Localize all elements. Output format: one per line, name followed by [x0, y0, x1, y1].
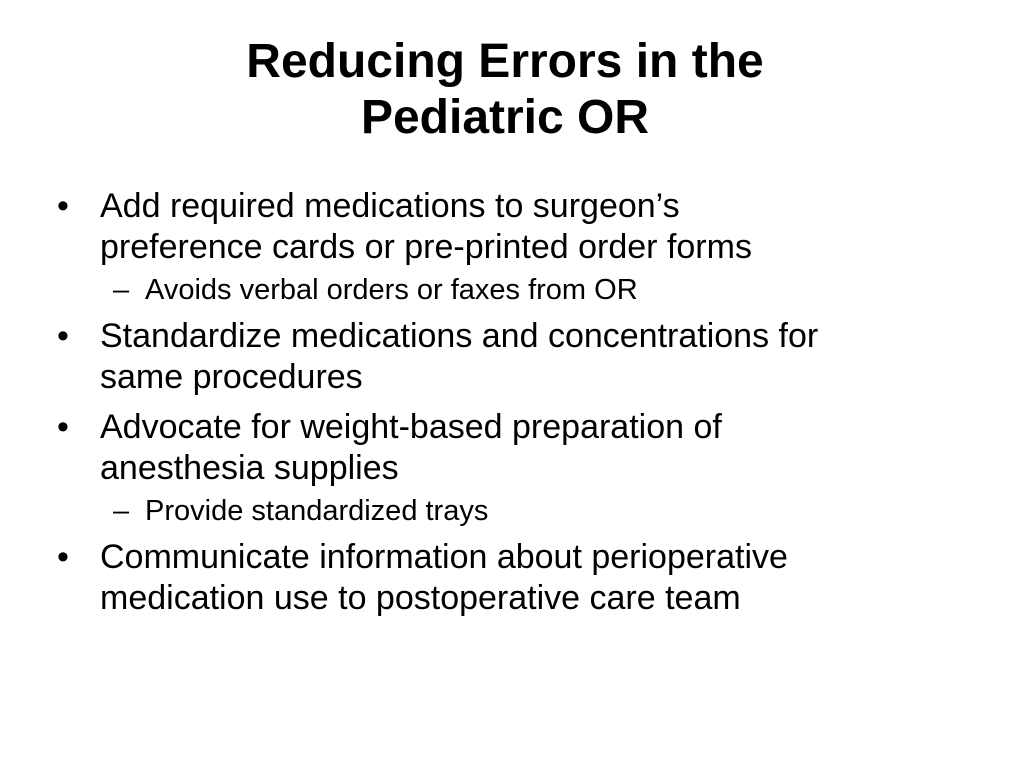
sub-bullet-text: Provide standardized trays: [145, 495, 489, 527]
bullet-text-line: Communicate information about perioperative: [100, 538, 788, 576]
sub-bullet-item-2: [57, 494, 997, 528]
bullet-text-line: Standardize medications and concentrations for: [100, 317, 819, 355]
bullet-item-4: [57, 537, 997, 619]
title-line-1: Reducing Errors in the: [246, 35, 764, 88]
bullet-text-line: anesthesia supplies: [100, 449, 399, 487]
bullet-text-line: preference cards or pre-printed order forms: [100, 228, 752, 266]
bullet-item-3: [57, 407, 997, 489]
dash-icon: –: [113, 274, 130, 306]
sub-bullet-item-1: [57, 273, 997, 307]
bullet-text-line: Advocate for weight-based preparation of: [100, 408, 722, 446]
bullet-icon: •: [57, 408, 69, 446]
bullet-icon: •: [57, 538, 69, 576]
bullet-list: [57, 186, 997, 628]
title-line-2: Pediatric OR: [360, 91, 650, 144]
bullet-item-1: [57, 186, 997, 268]
bullet-item-2: [57, 316, 997, 398]
bullet-icon: •: [57, 187, 69, 225]
sub-bullet-text: Avoids verbal orders or faxes from OR: [145, 274, 638, 306]
bullet-text-line: Add required medications to surgeon’s: [100, 187, 680, 225]
dash-icon: –: [113, 495, 130, 527]
bullet-text-line: same procedures: [100, 358, 363, 396]
bullet-text-line: medication use to postoperative care team: [100, 579, 741, 617]
slide-title: [0, 34, 1010, 146]
bullet-icon: •: [57, 317, 69, 355]
